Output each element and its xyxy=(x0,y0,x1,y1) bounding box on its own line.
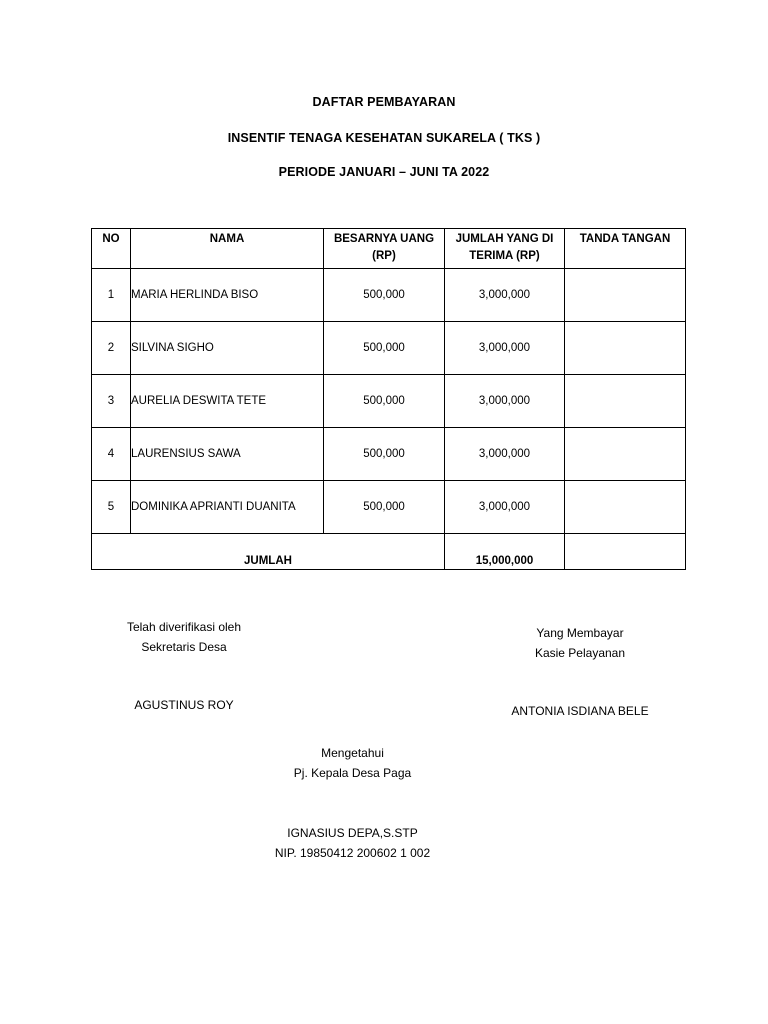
total-signature-cell xyxy=(565,534,686,570)
payer-caption: Yang Membayar xyxy=(536,626,624,640)
cell-no: 1 xyxy=(92,269,131,322)
cell-signature xyxy=(565,428,686,481)
cell-amount: 500,000 xyxy=(324,322,445,375)
cell-no: 4 xyxy=(92,428,131,481)
approver-caption: Mengetahui xyxy=(321,746,384,760)
verifier-caption: Telah diverifikasi oleh xyxy=(126,620,242,634)
cell-received: 3,000,000 xyxy=(445,375,565,428)
cell-name: DOMINIKA APRIANTI DUANITA xyxy=(131,481,324,534)
table-total-row xyxy=(92,534,686,570)
cell-name: AURELIA DESWITA TETE xyxy=(131,375,324,428)
column-header-received: JUMLAH YANG DI TERIMA (RP) xyxy=(445,229,565,269)
cell-no: 2 xyxy=(92,322,131,375)
table-header-row xyxy=(92,229,686,269)
payment-table xyxy=(91,228,686,570)
column-header-signature: TANDA TANGAN xyxy=(565,229,686,269)
payer-role: Kasie Pelayanan xyxy=(534,646,626,660)
cell-name: SILVINA SIGHO xyxy=(131,322,324,375)
cell-no: 5 xyxy=(92,481,131,534)
payer-block xyxy=(490,623,670,663)
cell-amount: 500,000 xyxy=(324,481,445,534)
document-period: PERIODE JANUARI – JUNI TA 2022 xyxy=(278,165,490,179)
payer-name: ANTONIA ISDIANA BELE xyxy=(511,704,649,718)
document-subtitle: INSENTIF TENAGA KESEHATAN SUKARELA ( TKS ) xyxy=(227,131,541,145)
cell-received: 3,000,000 xyxy=(445,428,565,481)
cell-amount: 500,000 xyxy=(324,428,445,481)
cell-name: LAURENSIUS SAWA xyxy=(131,428,324,481)
approver-signature-block xyxy=(230,823,475,863)
approver-role: Pj. Kepala Desa Paga xyxy=(293,766,412,780)
cell-signature xyxy=(565,481,686,534)
column-header-name: NAMA xyxy=(131,229,324,269)
table-row xyxy=(92,322,686,375)
cell-no: 3 xyxy=(92,375,131,428)
document-title: DAFTAR PEMBAYARAN xyxy=(312,95,456,109)
cell-signature xyxy=(565,322,686,375)
table-row xyxy=(92,375,686,428)
table-row xyxy=(92,481,686,534)
cell-signature xyxy=(565,269,686,322)
total-label: JUMLAH xyxy=(92,534,445,570)
verifier-block xyxy=(100,617,268,657)
cell-received: 3,000,000 xyxy=(445,322,565,375)
table-row xyxy=(92,428,686,481)
cell-name: MARIA HERLINDA BISO xyxy=(131,269,324,322)
approver-nip: NIP. 19850412 200602 1 002 xyxy=(274,846,431,860)
verifier-role: Sekretaris Desa xyxy=(141,640,227,654)
cell-received: 3,000,000 xyxy=(445,481,565,534)
total-value: 15,000,000 xyxy=(445,534,565,570)
cell-signature xyxy=(565,375,686,428)
cell-amount: 500,000 xyxy=(324,269,445,322)
cell-received: 3,000,000 xyxy=(445,269,565,322)
verifier-name: AGUSTINUS ROY xyxy=(134,698,234,712)
table-row xyxy=(92,269,686,322)
column-header-amount: BESARNYA UANG (RP) xyxy=(324,229,445,269)
cell-amount: 500,000 xyxy=(324,375,445,428)
approver-name: IGNASIUS DEPA,S.STP xyxy=(287,826,418,840)
column-header-no: NO xyxy=(92,229,131,269)
approver-block xyxy=(250,743,455,783)
